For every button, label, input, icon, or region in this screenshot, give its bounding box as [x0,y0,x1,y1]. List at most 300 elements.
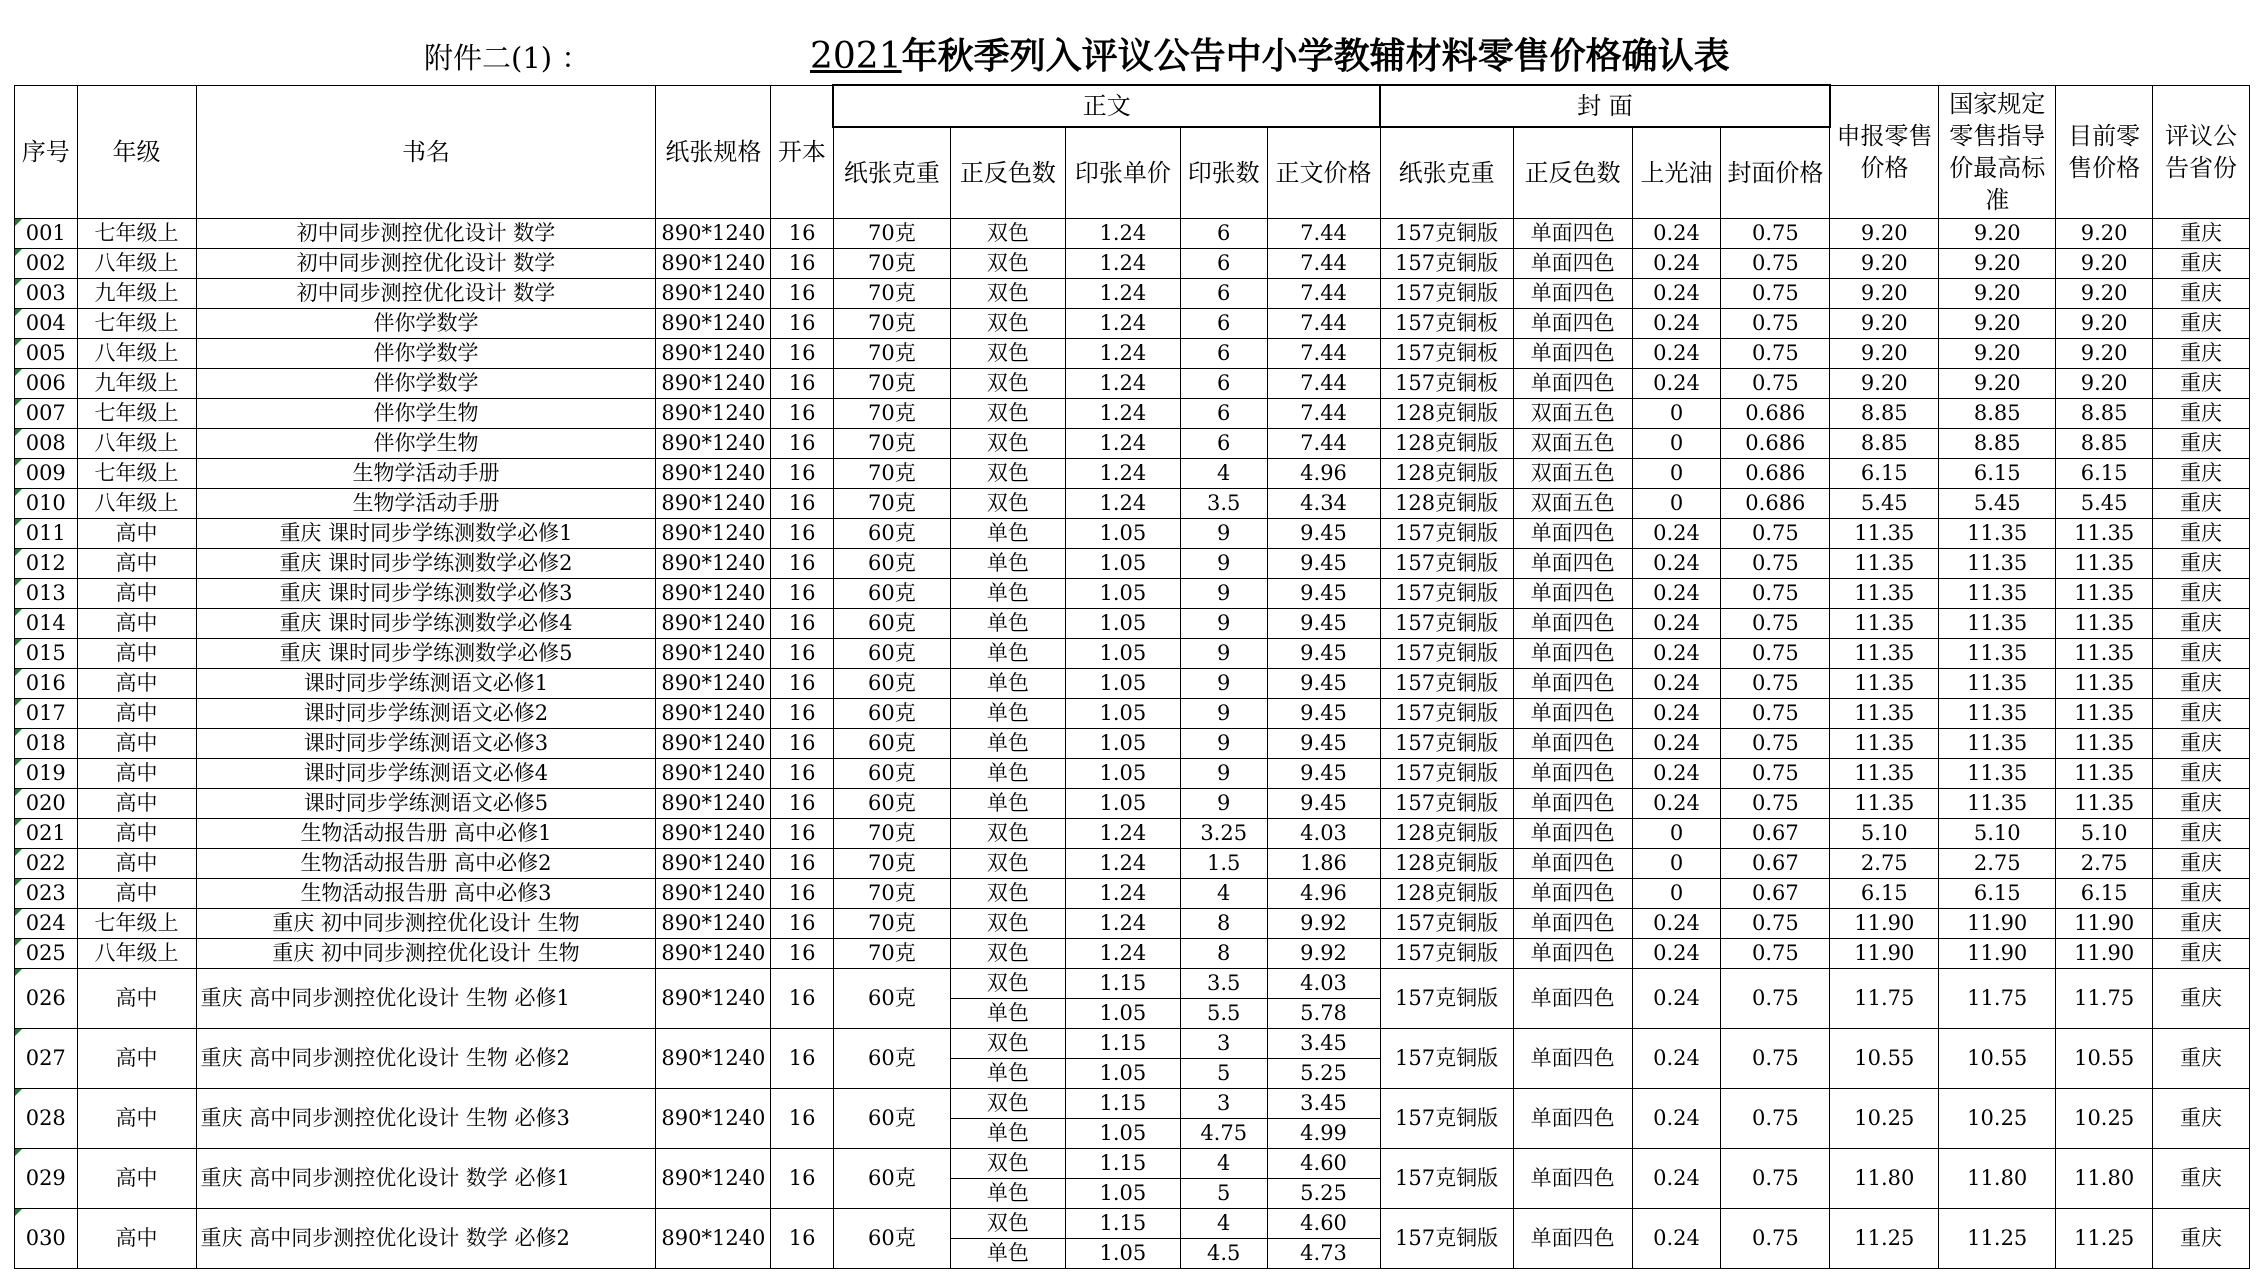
cell-book: 课时同步学练测语文必修4 [196,759,656,789]
table-row [15,309,2250,339]
cell-body-color: 双色 [950,819,1065,849]
cell-cover-weight: 157克铜版 [1380,969,1513,1029]
cell-cover-price: 0.75 [1721,339,1830,369]
cell-cover-color: 双面五色 [1513,489,1632,519]
cell-grade: 七年级上 [77,309,196,339]
cell-sheets: 3 [1180,1029,1267,1059]
cell-body-price: 9.45 [1267,669,1380,699]
cell-declared-price: 9.20 [1830,309,1939,339]
cell-current-price: 5.45 [2056,489,2153,519]
cell-national-max: 9.20 [1939,219,2056,249]
cell-national-max: 9.20 [1939,279,2056,309]
cell-body-price: 9.45 [1267,639,1380,669]
cell-sheets: 6 [1180,369,1267,399]
col-national-max: 国家规定零售指导价最高标准 [1939,85,2056,219]
cell-gloss: 0.24 [1632,279,1721,309]
col-cover-price: 封面价格 [1721,127,1830,219]
cell-current-price: 11.25 [2056,1209,2153,1269]
cell-cover-price: 0.75 [1721,369,1830,399]
cell-body-weight: 60克 [833,579,950,609]
cell-sheet-price: 1.15 [1065,1149,1180,1179]
cell-book: 重庆 课时同步学练测数学必修3 [196,579,656,609]
cell-book: 重庆 高中同步测控优化设计 生物 必修3 [196,1089,656,1149]
cell-gloss: 0.24 [1632,759,1721,789]
cell-cover-price: 0.75 [1721,639,1830,669]
cell-current-price: 6.15 [2056,879,2153,909]
cell-cover-color: 单面四色 [1513,639,1632,669]
cell-sheets: 6 [1180,309,1267,339]
cell-national-max: 11.35 [1939,759,2056,789]
cell-declared-price: 11.35 [1830,699,1939,729]
document-title [810,28,1730,79]
cell-declared-price: 9.20 [1830,279,1939,309]
cell-gloss: 0.24 [1632,969,1721,1029]
cell-body-color: 单色 [950,669,1065,699]
cell-body-weight: 70克 [833,459,950,489]
table-row [15,279,2250,309]
cell-format: 16 [771,789,834,819]
cell-current-price: 2.75 [2056,849,2153,879]
cell-format: 16 [771,429,834,459]
cell-paper-size: 890*1240 [656,459,771,489]
cell-grade: 高中 [77,1029,196,1089]
cell-grade: 高中 [77,579,196,609]
col-group-cover: 封 面 [1380,85,1830,127]
cell-sheet-price: 1.05 [1065,579,1180,609]
cell-body-price: 9.45 [1267,519,1380,549]
cell-province: 重庆 [2153,519,2250,549]
cell-sheets: 4 [1180,1209,1267,1239]
cell-province: 重庆 [2153,609,2250,639]
cell-cover-weight: 128克铜版 [1380,819,1513,849]
cell-current-price: 11.90 [2056,939,2153,969]
cell-sheets: 6 [1180,279,1267,309]
cell-province: 重庆 [2153,939,2250,969]
col-sheets: 印张数 [1180,127,1267,219]
cell-cover-price: 0.75 [1721,669,1830,699]
table-row [15,399,2250,429]
cell-cover-color: 单面四色 [1513,1149,1632,1209]
cell-body-price: 9.45 [1267,609,1380,639]
cell-sheet-price: 1.05 [1065,519,1180,549]
cell-sheets: 9 [1180,789,1267,819]
cell-sheet-price: 1.24 [1065,879,1180,909]
cell-paper-size: 890*1240 [656,339,771,369]
cell-cover-weight: 157克铜版 [1380,519,1513,549]
cell-sheets: 6 [1180,429,1267,459]
cell-province: 重庆 [2153,579,2250,609]
cell-cover-weight: 157克铜版 [1380,579,1513,609]
cell-sheet-price: 1.24 [1065,489,1180,519]
title-text: 年秋季列入评议公告中小学教辅材料零售价格确认表 [901,35,1730,77]
cell-paper-size: 890*1240 [656,489,771,519]
table-row [15,669,2250,699]
cell-sheet-price: 1.05 [1065,1239,1180,1269]
cell-format: 16 [771,639,834,669]
table-row [15,489,2250,519]
cell-sheet-price: 1.05 [1065,789,1180,819]
cell-body-weight: 60克 [833,699,950,729]
cell-cover-color: 单面四色 [1513,579,1632,609]
cell-seq: 030 [15,1209,78,1269]
cell-gloss: 0 [1632,879,1721,909]
cell-current-price: 11.35 [2056,579,2153,609]
cell-grade: 八年级上 [77,489,196,519]
cell-cover-color: 单面四色 [1513,849,1632,879]
cell-sheets: 4.5 [1180,1239,1267,1269]
cell-body-price: 7.44 [1267,219,1380,249]
cell-sheet-price: 1.24 [1065,459,1180,489]
cell-sheets: 4.75 [1180,1119,1267,1149]
cell-body-weight: 70克 [833,819,950,849]
cell-cover-weight: 157克铜版 [1380,1149,1513,1209]
cell-body-color: 双色 [950,369,1065,399]
cell-book: 伴你学生物 [196,399,656,429]
cell-body-price: 7.44 [1267,369,1380,399]
cell-cover-price: 0.75 [1721,1029,1830,1089]
col-province: 评议公告省份 [2153,85,2250,219]
cell-current-price: 11.35 [2056,549,2153,579]
cell-sheet-price: 1.24 [1065,219,1180,249]
cell-current-price: 9.20 [2056,369,2153,399]
cell-body-color: 单色 [950,579,1065,609]
cell-body-price: 4.03 [1267,819,1380,849]
cell-paper-size: 890*1240 [656,699,771,729]
cell-cover-weight: 128克铜版 [1380,459,1513,489]
table-row [15,609,2250,639]
cell-current-price: 11.90 [2056,909,2153,939]
cell-province: 重庆 [2153,219,2250,249]
cell-national-max: 11.80 [1939,1149,2056,1209]
title-bar [14,20,2250,84]
cell-current-price: 11.35 [2056,699,2153,729]
cell-book: 课时同步学练测语文必修3 [196,729,656,759]
cell-current-price: 9.20 [2056,309,2153,339]
cell-province: 重庆 [2153,759,2250,789]
cell-book: 生物活动报告册 高中必修3 [196,879,656,909]
cell-book: 重庆 课时同步学练测数学必修2 [196,549,656,579]
cell-province: 重庆 [2153,489,2250,519]
cell-declared-price: 10.55 [1830,1029,1939,1089]
cell-cover-price: 0.75 [1721,729,1830,759]
cell-paper-size: 890*1240 [656,729,771,759]
cell-format: 16 [771,369,834,399]
cell-cover-price: 0.686 [1721,489,1830,519]
cell-national-max: 9.20 [1939,369,2056,399]
cell-seq: 004 [15,309,78,339]
cell-body-color: 单色 [950,549,1065,579]
cell-sheets: 6 [1180,249,1267,279]
col-declared-price: 申报零售价格 [1830,85,1939,219]
cell-national-max: 11.35 [1939,699,2056,729]
table-row [15,909,2250,939]
cell-gloss: 0.24 [1632,579,1721,609]
cell-paper-size: 890*1240 [656,879,771,909]
cell-cover-weight: 157克铜板 [1380,309,1513,339]
cell-province: 重庆 [2153,339,2250,369]
cell-cover-weight: 157克铜板 [1380,369,1513,399]
cell-declared-price: 10.25 [1830,1089,1939,1149]
cell-format: 16 [771,279,834,309]
cell-body-color: 双色 [950,939,1065,969]
table-row [15,849,2250,879]
table-row [15,339,2250,369]
cell-paper-size: 890*1240 [656,1149,771,1209]
cell-paper-size: 890*1240 [656,219,771,249]
cell-format: 16 [771,249,834,279]
cell-sheets: 3.5 [1180,969,1267,999]
cell-cover-price: 0.75 [1721,609,1830,639]
cell-declared-price: 2.75 [1830,849,1939,879]
cell-book: 生物学活动手册 [196,459,656,489]
cell-gloss: 0.24 [1632,1089,1721,1149]
cell-seq: 013 [15,579,78,609]
cell-province: 重庆 [2153,639,2250,669]
cell-cover-color: 单面四色 [1513,1029,1632,1089]
cell-province: 重庆 [2153,849,2250,879]
cell-declared-price: 11.80 [1830,1149,1939,1209]
cell-format: 16 [771,519,834,549]
cell-book: 重庆 课时同步学练测数学必修4 [196,609,656,639]
cell-cover-price: 0.75 [1721,789,1830,819]
cell-province: 重庆 [2153,789,2250,819]
cell-cover-price: 0.75 [1721,1089,1830,1149]
cell-seq: 006 [15,369,78,399]
cell-body-color: 单色 [950,699,1065,729]
cell-cover-color: 单面四色 [1513,249,1632,279]
cell-paper-size: 890*1240 [656,549,771,579]
cell-paper-size: 890*1240 [656,249,771,279]
cell-paper-size: 890*1240 [656,669,771,699]
col-paper-size: 纸张规格 [656,85,771,219]
cell-national-max: 11.35 [1939,549,2056,579]
cell-body-weight: 70克 [833,879,950,909]
cell-current-price: 5.10 [2056,819,2153,849]
cell-book: 课时同步学练测语文必修5 [196,789,656,819]
cell-sheets: 1.5 [1180,849,1267,879]
cell-book: 初中同步测控优化设计 数学 [196,249,656,279]
cell-declared-price: 5.10 [1830,819,1939,849]
table-row [15,249,2250,279]
cell-sheet-price: 1.05 [1065,1119,1180,1149]
cell-current-price: 6.15 [2056,459,2153,489]
table-row [15,819,2250,849]
cell-body-price: 7.44 [1267,399,1380,429]
cell-grade: 高中 [77,729,196,759]
cell-cover-weight: 157克铜版 [1380,939,1513,969]
cell-declared-price: 11.75 [1830,969,1939,1029]
cell-body-price: 7.44 [1267,309,1380,339]
cell-paper-size: 890*1240 [656,429,771,459]
cell-body-weight: 60克 [833,1209,950,1269]
cell-sheets: 4 [1180,459,1267,489]
cell-cover-weight: 157克铜版 [1380,549,1513,579]
cell-gloss: 0.24 [1632,249,1721,279]
cell-seq: 010 [15,489,78,519]
cell-current-price: 11.35 [2056,729,2153,759]
cell-national-max: 6.15 [1939,879,2056,909]
cell-seq: 017 [15,699,78,729]
cell-national-max: 11.35 [1939,729,2056,759]
table-row [15,519,2250,549]
cell-body-price: 4.99 [1267,1119,1380,1149]
cell-national-max: 9.20 [1939,249,2056,279]
cell-body-weight: 60克 [833,969,950,1029]
cell-national-max: 2.75 [1939,849,2056,879]
cell-cover-price: 0.75 [1721,519,1830,549]
col-body-color: 正反色数 [950,127,1065,219]
cell-declared-price: 11.35 [1830,729,1939,759]
cell-gloss: 0.24 [1632,939,1721,969]
cell-format: 16 [771,1029,834,1089]
cell-body-price: 5.78 [1267,999,1380,1029]
cell-book: 重庆 初中同步测控优化设计 生物 [196,909,656,939]
cell-cover-weight: 128克铜版 [1380,849,1513,879]
cell-sheets: 5.5 [1180,999,1267,1029]
cell-body-weight: 60克 [833,1089,950,1149]
cell-national-max: 11.35 [1939,789,2056,819]
cell-body-color: 双色 [950,429,1065,459]
table-row [15,939,2250,969]
cell-format: 16 [771,909,834,939]
cell-sheets: 3.5 [1180,489,1267,519]
cell-format: 16 [771,579,834,609]
cell-body-price: 4.73 [1267,1239,1380,1269]
cell-sheet-price: 1.05 [1065,699,1180,729]
cell-gloss: 0.24 [1632,369,1721,399]
cell-seq: 022 [15,849,78,879]
cell-province: 重庆 [2153,699,2250,729]
cell-province: 重庆 [2153,1149,2250,1209]
cell-paper-size: 890*1240 [656,609,771,639]
cell-body-color: 双色 [950,909,1065,939]
table-row [15,969,2250,999]
cell-body-price: 9.45 [1267,549,1380,579]
cell-body-price: 9.92 [1267,939,1380,969]
cell-current-price: 9.20 [2056,279,2153,309]
cell-declared-price: 11.35 [1830,579,1939,609]
col-body-weight: 纸张克重 [833,127,950,219]
cell-cover-price: 0.75 [1721,1209,1830,1269]
cell-sheets: 3 [1180,1089,1267,1119]
cell-body-color: 单色 [950,639,1065,669]
cell-province: 重庆 [2153,879,2250,909]
cell-body-color: 双色 [950,249,1065,279]
cell-seq: 024 [15,909,78,939]
cell-sheet-price: 1.24 [1065,819,1180,849]
cell-gloss: 0.24 [1632,219,1721,249]
title-year: 2021 [810,36,902,77]
table-row [15,1209,2250,1239]
cell-paper-size: 890*1240 [656,939,771,969]
table-row [15,579,2250,609]
cell-cover-weight: 157克铜板 [1380,339,1513,369]
table-row [15,729,2250,759]
cell-national-max: 8.85 [1939,399,2056,429]
cell-cover-price: 0.75 [1721,279,1830,309]
cell-national-max: 6.15 [1939,459,2056,489]
cell-gloss: 0 [1632,459,1721,489]
cell-gloss: 0.24 [1632,699,1721,729]
cell-cover-weight: 157克铜版 [1380,639,1513,669]
cell-province: 重庆 [2153,1029,2250,1089]
cell-declared-price: 9.20 [1830,369,1939,399]
cell-cover-color: 单面四色 [1513,669,1632,699]
cell-paper-size: 890*1240 [656,969,771,1029]
cell-cover-color: 单面四色 [1513,219,1632,249]
cell-body-weight: 70克 [833,849,950,879]
cell-format: 16 [771,699,834,729]
cell-sheets: 8 [1180,939,1267,969]
cell-format: 16 [771,729,834,759]
cell-seq: 003 [15,279,78,309]
cell-body-price: 7.44 [1267,249,1380,279]
cell-body-color: 双色 [950,849,1065,879]
cell-body-price: 9.45 [1267,579,1380,609]
col-group-body: 正文 [833,85,1380,127]
cell-book: 伴你学数学 [196,309,656,339]
cell-sheet-price: 1.05 [1065,729,1180,759]
table-row [15,219,2250,249]
cell-paper-size: 890*1240 [656,399,771,429]
cell-sheets: 9 [1180,519,1267,549]
table-row [15,879,2250,909]
cell-seq: 025 [15,939,78,969]
cell-sheets: 9 [1180,639,1267,669]
cell-sheet-price: 1.24 [1065,249,1180,279]
cell-province: 重庆 [2153,399,2250,429]
cell-cover-color: 单面四色 [1513,879,1632,909]
cell-body-weight: 60克 [833,519,950,549]
cell-body-weight: 60克 [833,1029,950,1089]
col-body-price: 正文价格 [1267,127,1380,219]
cell-seq: 005 [15,339,78,369]
cell-national-max: 9.20 [1939,309,2056,339]
cell-cover-color: 单面四色 [1513,909,1632,939]
cell-cover-color: 单面四色 [1513,969,1632,1029]
cell-cover-weight: 157克铜版 [1380,789,1513,819]
cell-format: 16 [771,879,834,909]
cell-current-price: 11.80 [2056,1149,2153,1209]
table-row [15,429,2250,459]
cell-sheets: 6 [1180,219,1267,249]
cell-declared-price: 11.35 [1830,549,1939,579]
cell-grade: 高中 [77,519,196,549]
table-row [15,789,2250,819]
cell-body-color: 双色 [950,1029,1065,1059]
cell-body-color: 双色 [950,1149,1065,1179]
cell-format: 16 [771,759,834,789]
cell-sheets: 5 [1180,1179,1267,1209]
cell-declared-price: 11.35 [1830,759,1939,789]
cell-paper-size: 890*1240 [656,369,771,399]
cell-format: 16 [771,669,834,699]
cell-declared-price: 5.45 [1830,489,1939,519]
cell-cover-weight: 157克铜版 [1380,909,1513,939]
cell-cover-price: 0.75 [1721,699,1830,729]
cell-cover-price: 0.75 [1721,939,1830,969]
cell-grade: 八年级上 [77,939,196,969]
cell-declared-price: 11.35 [1830,519,1939,549]
table-row [15,699,2250,729]
cell-cover-price: 0.75 [1721,759,1830,789]
cell-book: 生物活动报告册 高中必修2 [196,849,656,879]
cell-sheet-price: 1.05 [1065,609,1180,639]
cell-cover-color: 单面四色 [1513,279,1632,309]
cell-gloss: 0.24 [1632,909,1721,939]
attachment-label: 附件二(1) ： [424,41,591,75]
cell-gloss: 0.24 [1632,639,1721,669]
